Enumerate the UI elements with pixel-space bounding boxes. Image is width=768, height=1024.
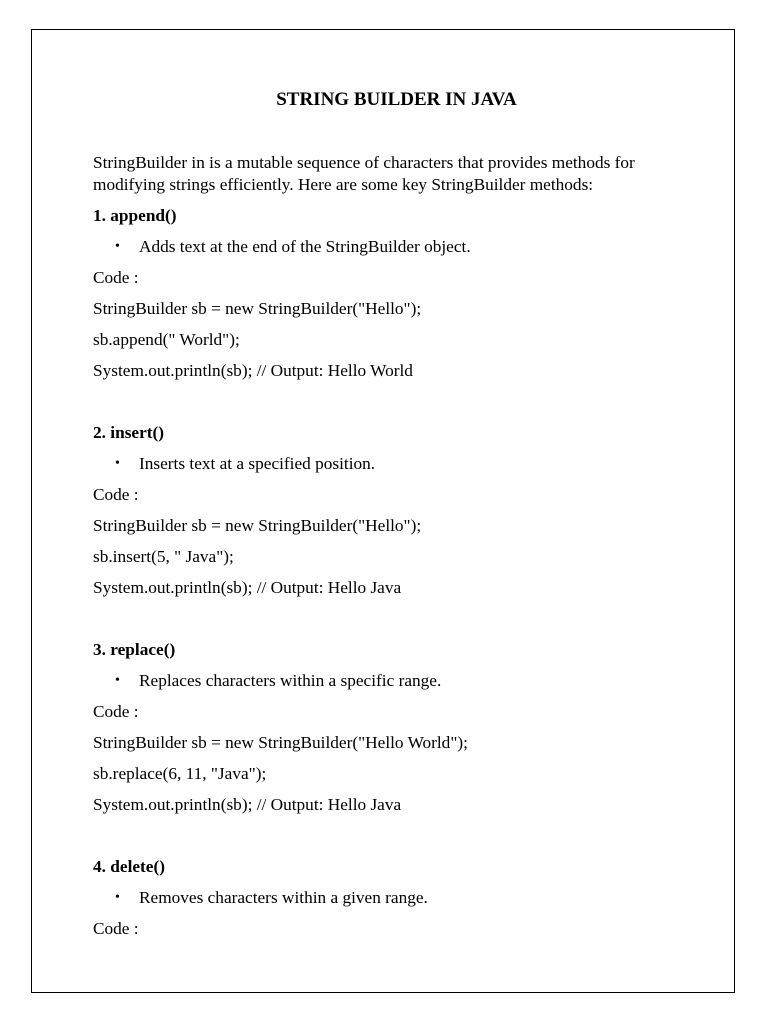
bullet-icon: • <box>115 673 120 688</box>
intro-line: modifying strings efficiently. Here are some key StringBuilder methods: <box>93 175 594 194</box>
code-label: Code : <box>93 485 139 504</box>
bullet-list <box>93 453 678 475</box>
bullet-text: Removes characters within a given range. <box>139 888 428 907</box>
bullet-text: Adds text at the end of the StringBuilder object. <box>139 237 471 256</box>
section-replace <box>93 639 678 816</box>
code-line: sb.append(" World"); <box>93 330 240 349</box>
section-heading: 4. delete() <box>93 857 165 876</box>
bullet-list <box>93 670 678 692</box>
section-insert <box>93 422 678 599</box>
code-line: StringBuilder sb = new StringBuilder("Hello"); <box>93 516 422 535</box>
intro-paragraph <box>93 152 678 196</box>
document-content <box>93 88 678 940</box>
bullet-list <box>93 236 678 258</box>
section-delete <box>93 856 678 940</box>
code-label: Code : <box>93 702 139 721</box>
section-heading: 2. insert() <box>93 423 165 442</box>
bullet-icon: • <box>115 456 120 471</box>
code-line: System.out.println(sb); // Output: Hello Java <box>93 795 402 814</box>
code-line: StringBuilder sb = new StringBuilder("Hello World"); <box>93 733 468 752</box>
bullet-text: Replaces characters within a specific range. <box>139 671 442 690</box>
code-label: Code : <box>93 919 139 938</box>
code-line: StringBuilder sb = new StringBuilder("Hello"); <box>93 299 422 318</box>
bullet-item <box>93 453 678 475</box>
bullet-item <box>93 670 678 692</box>
section-heading: 3. replace() <box>93 640 176 659</box>
code-line: System.out.println(sb); // Output: Hello World <box>93 361 413 380</box>
bullet-item <box>93 236 678 258</box>
bullet-list <box>93 887 678 909</box>
intro-line: StringBuilder in is a mutable sequence of characters that provides methods for <box>93 153 635 172</box>
code-line: System.out.println(sb); // Output: Hello Java <box>93 578 402 597</box>
document-title: STRING BUILDER IN JAVA <box>276 89 517 110</box>
code-label: Code : <box>93 268 139 287</box>
bullet-item <box>93 887 678 909</box>
bullet-icon: • <box>115 890 120 905</box>
bullet-text: Inserts text at a specified position. <box>139 454 376 473</box>
code-line: sb.insert(5, " Java"); <box>93 547 234 566</box>
code-line: sb.replace(6, 11, "Java"); <box>93 764 267 783</box>
section-heading: 1. append() <box>93 206 177 225</box>
section-append <box>93 205 678 382</box>
bullet-icon: • <box>115 239 120 254</box>
